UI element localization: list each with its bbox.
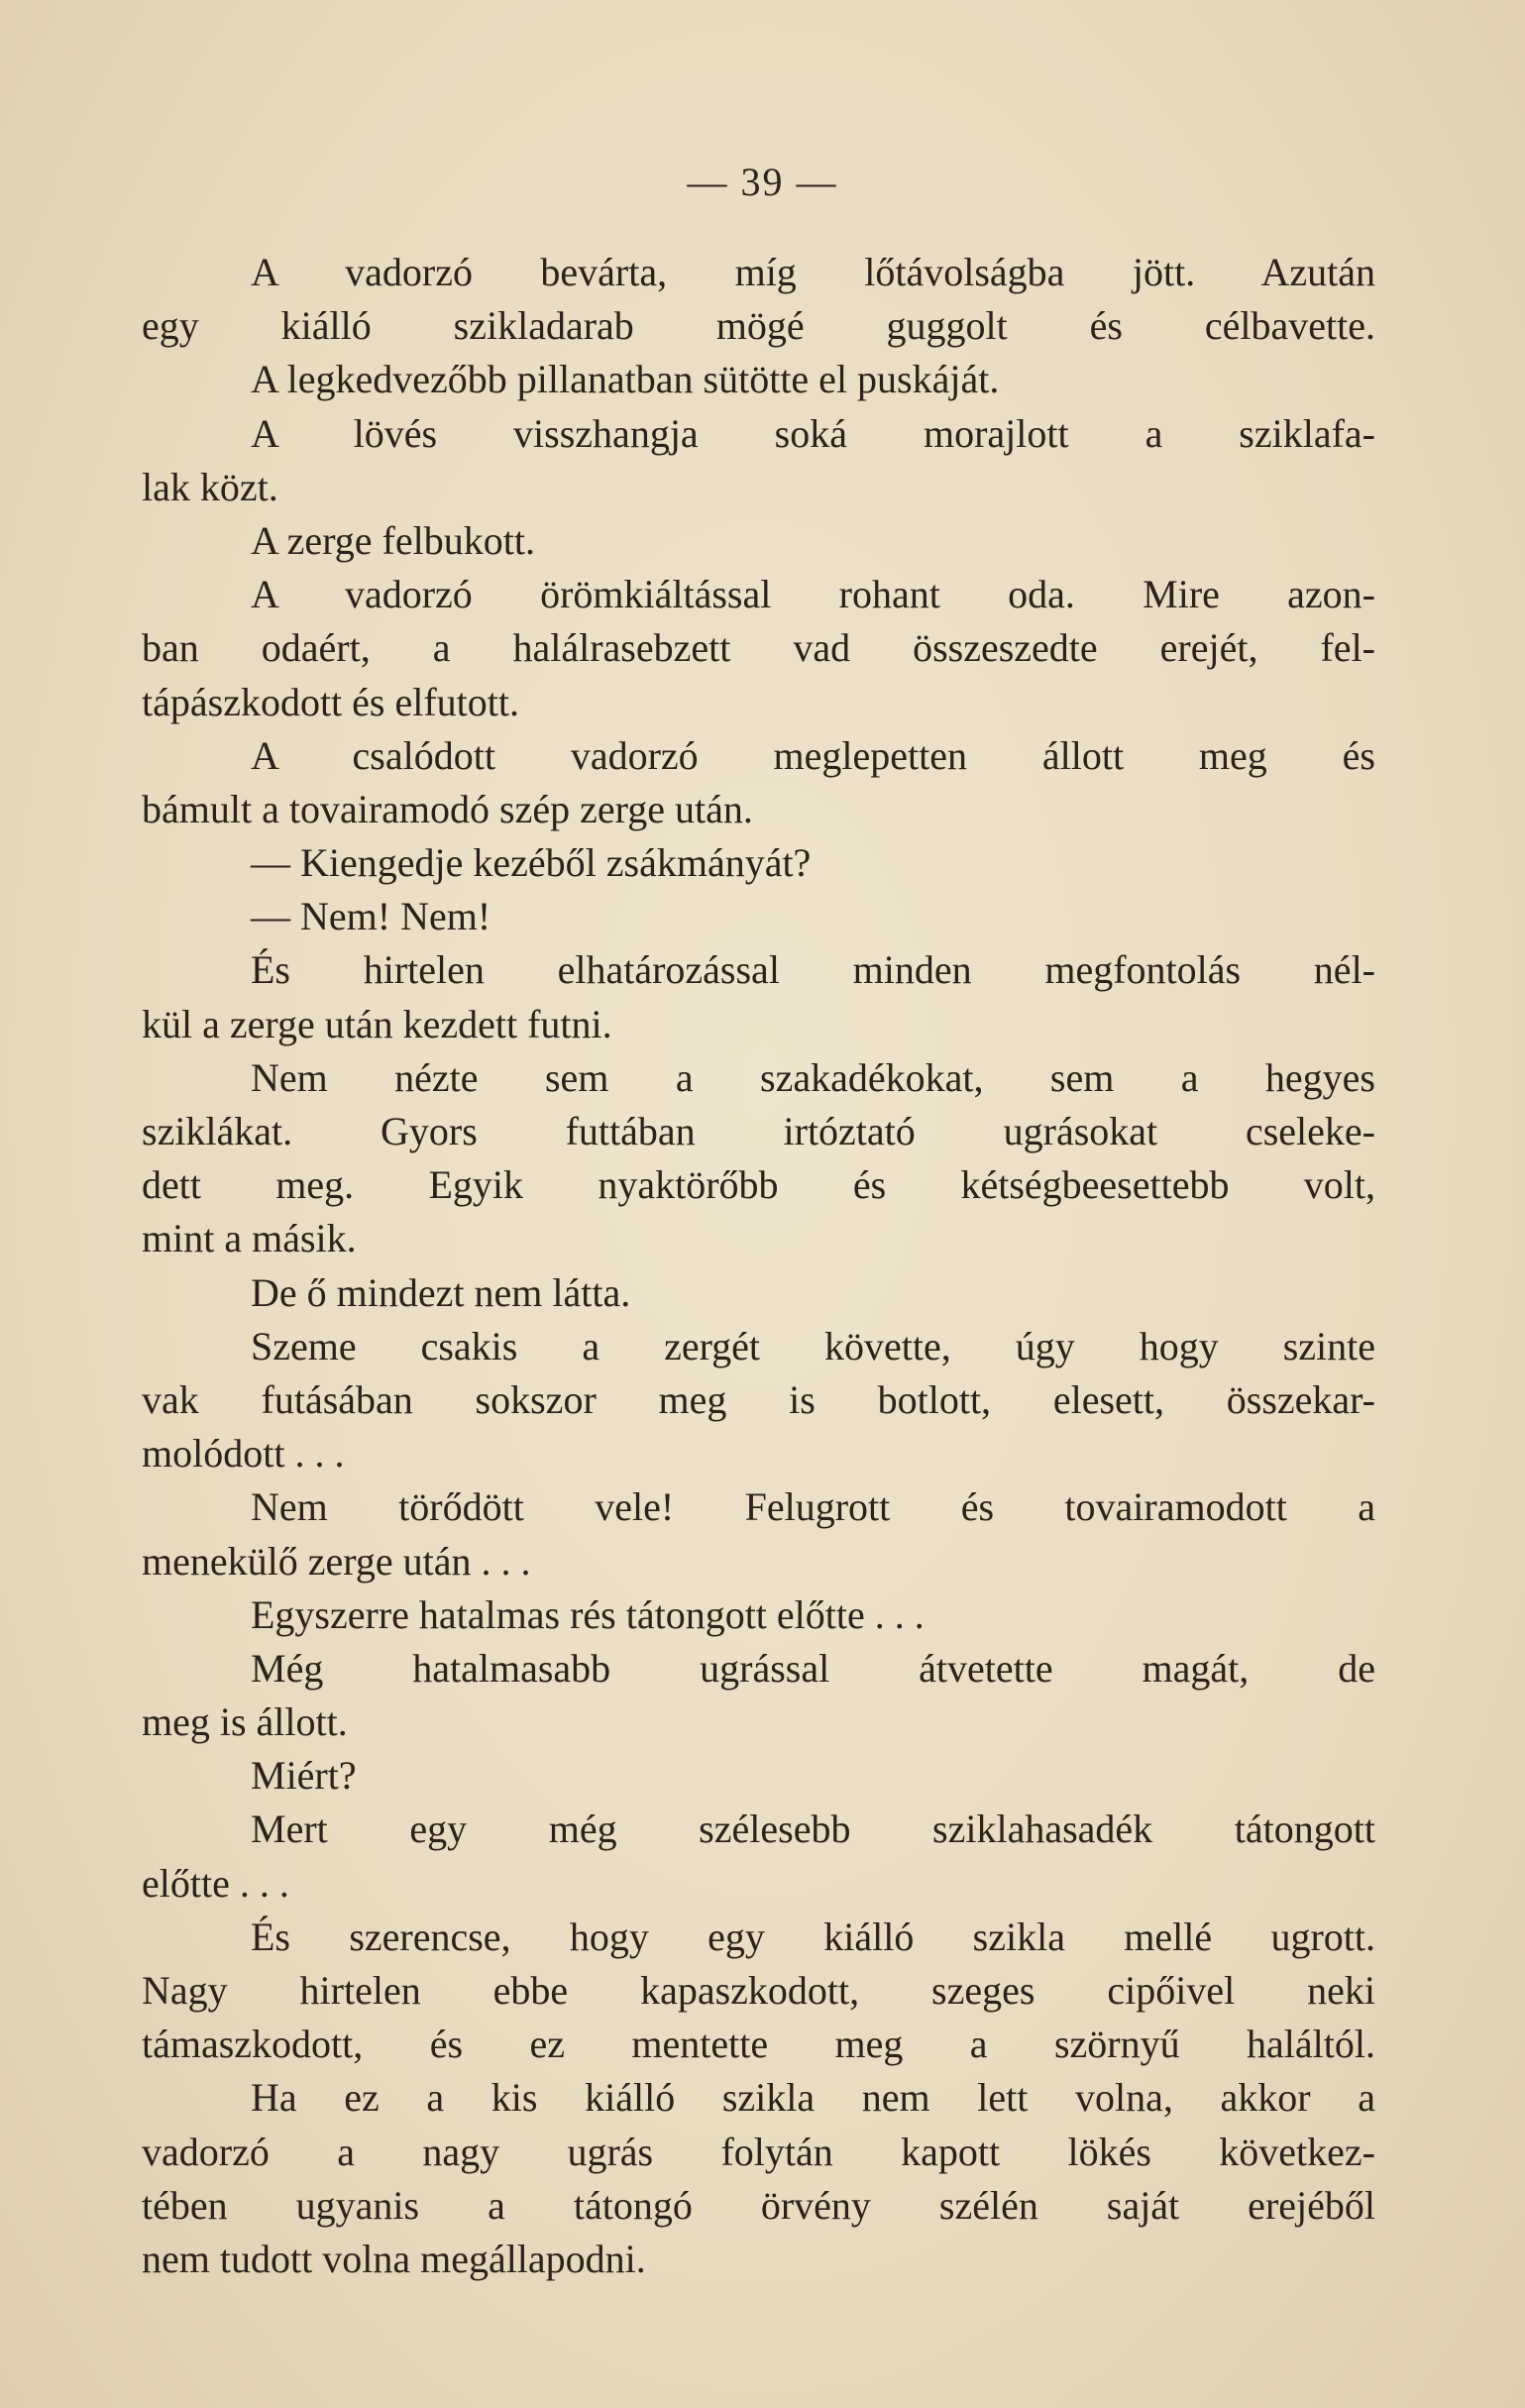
text-line: egy kiálló szikladarab mögé guggolt és célbavette.	[142, 303, 1375, 349]
text-line: lak közt.	[142, 464, 278, 509]
text-line: De ő mindezt nem látta.	[251, 1269, 631, 1315]
text-line: ban odaért, a halálrasebzett vad összeszedte erejét, fel-	[142, 625, 1375, 671]
text-line: A lövés visszhangja soká morajlott a sziklafa-	[251, 410, 1375, 456]
text-line: mint a másik.	[142, 1216, 357, 1261]
text-line: Egyszerre hatalmas rés tátongott előtte . . .	[251, 1591, 925, 1637]
text-line: sziklákat. Gyors futtában irtóztató ugrásokat cseleke-	[142, 1109, 1375, 1153]
text-line: Miért?	[251, 1753, 357, 1799]
text-line: Ha ez a kis kiálló szikla nem lett volna, akkor a	[251, 2075, 1375, 2121]
text-line: előtte . . .	[142, 1860, 289, 1906]
text-line: tápászkodott és elfutott.	[142, 679, 520, 724]
text-line: A vadorzó bevárta, míg lőtávolságba jött. Azután	[251, 250, 1375, 294]
text-line: Nem nézte sem a szakadékokat, sem a hegyes	[251, 1054, 1375, 1100]
text-line: vadorzó a nagy ugrás folytán kapott lökés következ-	[142, 2129, 1375, 2174]
body-text	[142, 246, 1375, 2286]
text-line: menekülő zerge után . . .	[142, 1538, 531, 1584]
text-line: molódott . . .	[142, 1431, 345, 1477]
text-line: bámult a tovairamodó szép zerge után.	[142, 786, 753, 831]
text-line: A csalódott vadorzó meglepetten állott meg és	[251, 732, 1375, 778]
text-line: tében ugyanis a tátongó örvény szélén saját erejéből	[142, 2182, 1375, 2228]
text-line: Még hatalmasabb ugrással átvetette magát, de	[251, 1645, 1375, 1691]
text-line: — Kiengedje kezéből zsákmányát?	[251, 840, 812, 886]
text-line: A vadorzó örömkiáltással rohant oda. Mire azon-	[251, 572, 1375, 617]
page-number: — 39 —	[687, 160, 838, 204]
text-line: meg is állott.	[142, 1699, 348, 1745]
text-line: nem tudott volna megállapodni.	[142, 2236, 646, 2281]
text-line: És szerencse, hogy egy kiálló szikla mellé ugrott.	[251, 1914, 1375, 1959]
text-line: És hirtelen elhatározással minden megfontolás nél-	[251, 947, 1375, 993]
text-line: — Nem! Nem!	[251, 894, 491, 939]
text-line: kül a zerge után kezdett futni.	[142, 1001, 612, 1046]
text-line: dett meg. Egyik nyaktörőbb és kétségbeesettebb volt,	[142, 1162, 1375, 1208]
text-line: Szeme csakis a zergét követte, úgy hogy szinte	[251, 1323, 1375, 1368]
text-line: támaszkodott, és ez mentette meg a szörnyű haláltól.	[142, 2022, 1375, 2067]
text-line: vak futásában sokszor meg is botlott, elesett, összekar-	[142, 1376, 1375, 1422]
text-line: A zerge felbukott.	[251, 517, 535, 563]
text-line: Nem törődött vele! Felugrott és tovairamodott a	[251, 1484, 1375, 1530]
text-line: A legkedvezőbb pillanatban sütötte el puskáját.	[251, 357, 1000, 402]
text-line: Nagy hirtelen ebbe kapaszkodott, szeges cipőivel neki	[142, 1968, 1375, 2013]
text-line: Mert egy még szélesebb sziklahasadék tátongott	[251, 1806, 1375, 1852]
